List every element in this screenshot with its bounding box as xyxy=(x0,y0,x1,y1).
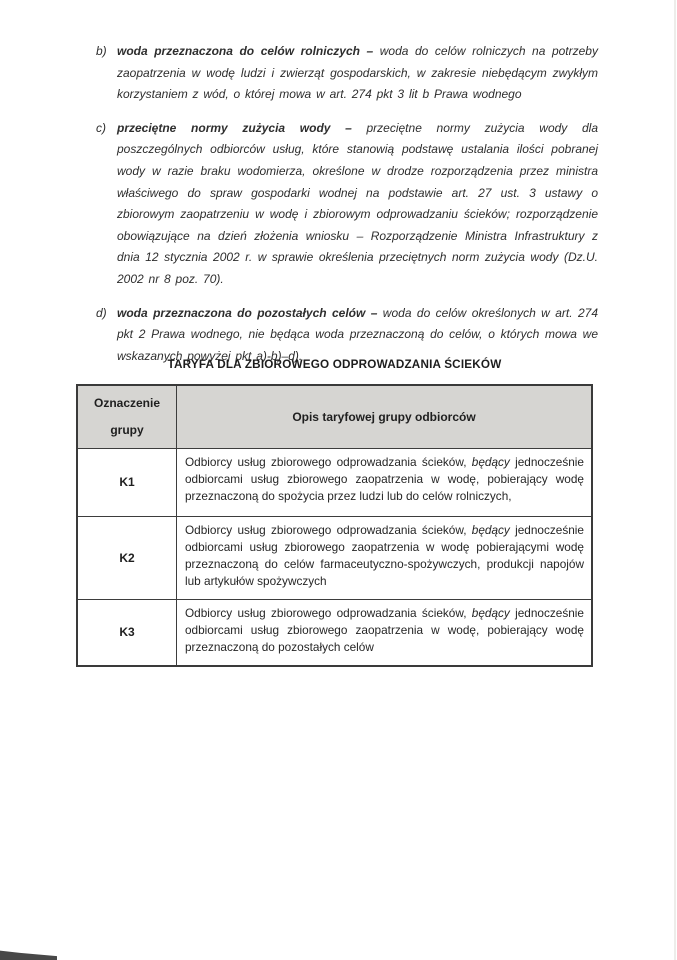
column-header-group-line1: Oznaczenie xyxy=(93,395,161,410)
definition-label-d: d) xyxy=(96,305,107,320)
table-row-k3 xyxy=(77,599,592,666)
column-header-group-line2: grupy xyxy=(110,422,144,437)
k1-text-post: jednocześnie odbiorcami usług zbiorowego zaopatrzenia w wodę, pobierający wodę przeznaczoną do spożycia przez ludzi lub do celów rolniczych, xyxy=(185,454,584,504)
k1-text-em: będący xyxy=(471,454,510,469)
definition-body-c: przeciętne normy zużycia wody dla poszczególnych odbiorców usług, które stanowią podstawę ustalania ilości pobranej wody w razie braku wodomierza, określone w drodze rozporządzenia przez ministra właściwego do spraw gospodarki wodnej na podstawie art. 27 ust. 3 ustawy o zbiorowym zaopatrzeniu w wodę i zbiorowym odprowadzaniu ścieków; rozporządzenie obowiązujące na dzień złożenia wniosku – Rozporządzenie Ministra Infrastruktury z dnia 12 stycznia 2002 r. w sprawie określenia przeciętnych norm zużycia wody (Dz.U. 2002 nr 8 poz. 70). xyxy=(117,120,598,286)
tariff-table xyxy=(76,384,593,667)
scan-smudge-mark xyxy=(0,949,57,960)
table-heading: TARYFA DLA ZBIOROWEGO ODPROWADZANIA ŚCIEKÓW xyxy=(167,358,502,371)
definition-lead-c: przeciętne normy zużycia wody – xyxy=(117,120,352,135)
definition-body-b: woda do celów rolniczych na potrzeby zaopatrzenia w wodę ludzi i zwierząt gospodarskich, w zakresie niebędącym zwykłym korzystaniem z wód, o której mowa w art. 274 pkt 3 lit b Prawa wodnego xyxy=(117,44,598,102)
k2-text-em: będący xyxy=(471,522,510,537)
definition-lead-d: woda przeznaczona do pozostałych celów – xyxy=(117,305,378,320)
definition-item-c xyxy=(96,118,598,291)
group-description-k3 xyxy=(177,599,593,666)
group-description-k1 xyxy=(177,448,593,516)
group-description-k2 xyxy=(177,516,593,599)
k3-text-em: będący xyxy=(471,605,510,620)
definition-lead-b: woda przeznaczona do celów rolniczych – xyxy=(117,44,374,58)
definition-list xyxy=(96,41,598,379)
definition-item-b xyxy=(96,41,598,106)
k1-text-pre: Odbiorcy usług zbiorowego odprowadzania ścieków, xyxy=(185,454,472,469)
group-code-k1: K1 xyxy=(77,448,177,516)
k3-text-pre: Odbiorcy usług zbiorowego odprowadzania ścieków, xyxy=(185,605,472,620)
column-header-group xyxy=(77,385,177,448)
table-row-k1 xyxy=(77,448,592,516)
scan-edge-shadow xyxy=(674,0,676,960)
column-header-description: Opis taryfowej grupy odbiorców xyxy=(177,385,593,448)
k2-text-post: jednocześnie odbiorcami usług zbiorowego zaopatrzenia w wodę pobierającymi wodę przeznaczoną do celów farmaceutyczno-spożywczych, produkcji napojów lub artykułów spożywczych xyxy=(185,522,584,589)
k2-text-pre: Odbiorcy usług zbiorowego odprowadzania ścieków, xyxy=(185,522,472,537)
table-row-k2 xyxy=(77,516,592,599)
definition-body-d: woda do celów określonych w art. 274 pkt 2 Prawa wodnego, nie będąca woda przeznaczoną do celów, o których mowa we wskazanych powyżej pkt a)-b)–d). xyxy=(117,305,598,363)
group-code-k2: K2 xyxy=(77,516,177,599)
definition-label-b: b) xyxy=(96,44,107,58)
group-code-k3: K3 xyxy=(77,599,177,666)
k3-text-post: jednocześnie odbiorcami usług zbiorowego zaopatrzenia w wodę, pobierający wodę przeznaczoną do pozostałych celów xyxy=(185,605,584,655)
definition-label-c: c) xyxy=(96,120,106,135)
table-header-row xyxy=(77,385,592,448)
